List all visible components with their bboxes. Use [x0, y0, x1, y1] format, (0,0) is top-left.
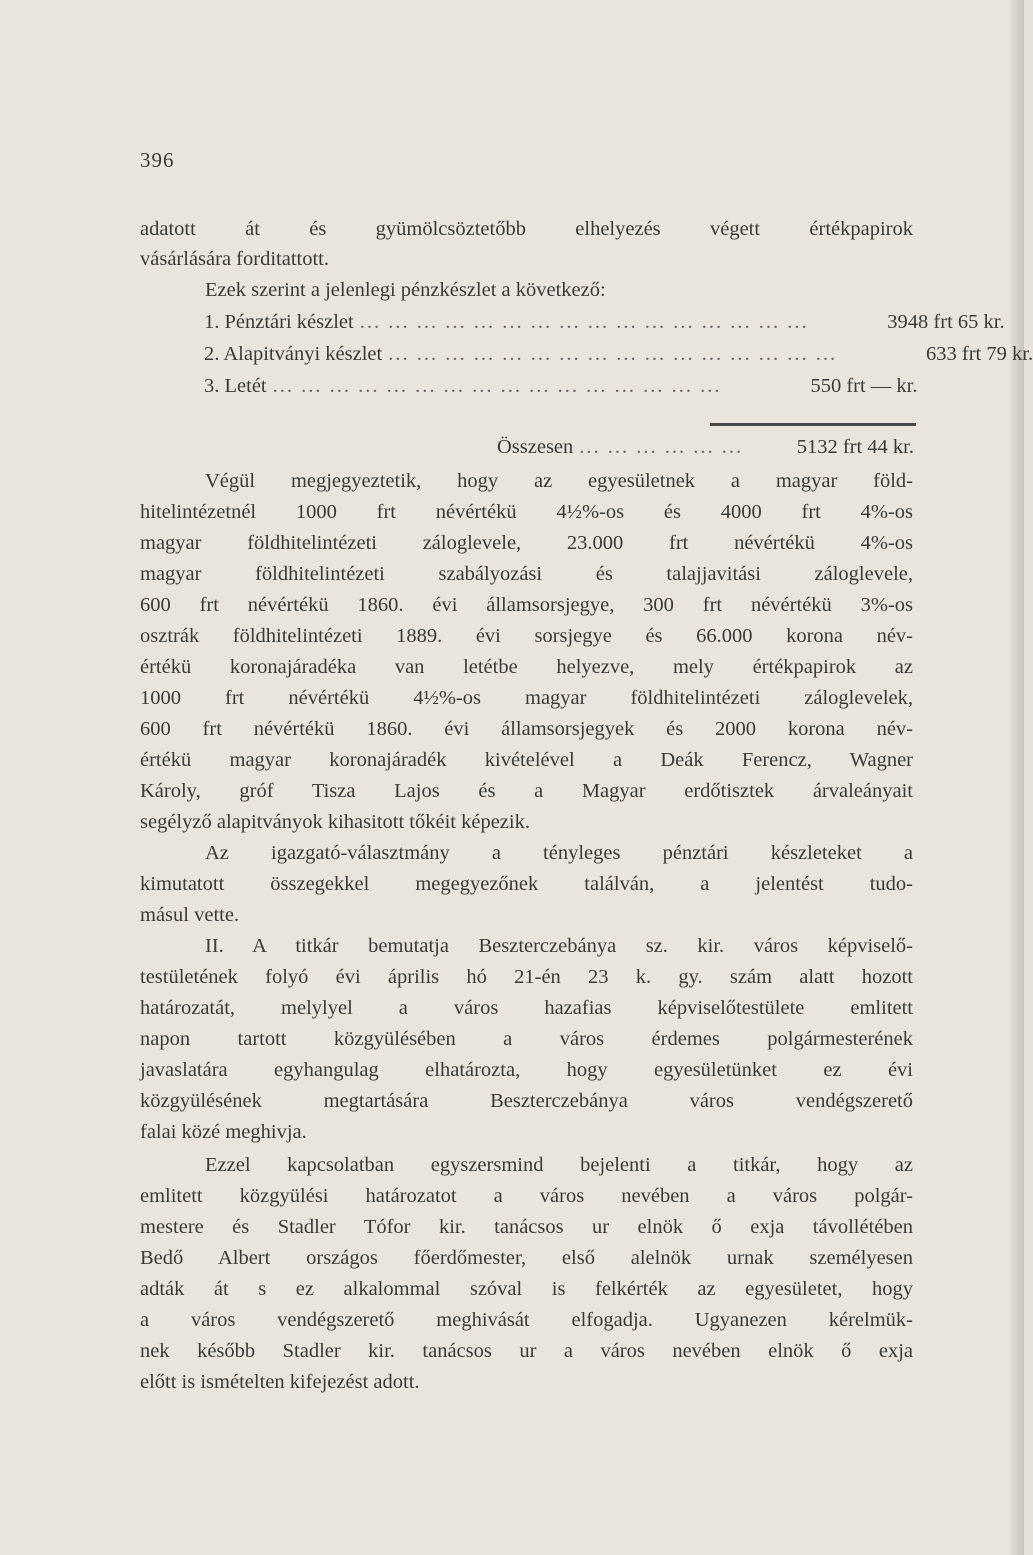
text-line: másul vette. — [140, 904, 240, 926]
text-line: testületének folyó évi április hó 21-én 23 k. gy. szám alatt hozott — [140, 966, 913, 988]
text-line: 600 frt névértékü 1860. évi államsorsjegye, 300 frt névértékü 3%-os — [140, 594, 913, 616]
text-line: segélyző alapitványok kihasitott tőkéit képezik. — [140, 811, 530, 833]
text-line: értékü magyar koronajáradék kivételével a Deák Ferencz, Wagner — [140, 749, 913, 771]
balance-item-value: 633 frt 79 kr. — [926, 343, 1033, 365]
text-line: Ezzel kapcsolatban egyszersmind bejelenti a titkár, hogy az — [205, 1154, 913, 1176]
page-number: 396 — [140, 148, 175, 172]
balance-item-label: 2. Alapitványi készlet — [204, 343, 383, 365]
text-line: határozatát, melylyel a város hazafias képviselőtestülete emlitett — [140, 997, 913, 1019]
text-line: adták át s ez alkalommal szóval is felkérték az egyesületet, hogy — [140, 1278, 913, 1300]
dot-leader: ... ... ... ... ... ... — [579, 436, 744, 458]
text-line: kimutatott összegekkel megegyezőnek találván, a jelentést tudo- — [140, 873, 913, 895]
text-line: osztrák földhitelintézeti 1889. évi sorsjegye és 66.000 korona név- — [140, 625, 913, 647]
text-line: értékü koronajáradéka van letétbe helyezve, mely értékpapirok az — [140, 656, 913, 678]
sum-rule — [710, 423, 916, 426]
text-line: nek később Stadler kir. tanácsos ur a város nevében elnök ő exja — [140, 1340, 913, 1362]
text-line: mestere és Stadler Tófor kir. tanácsos ur elnök ő exja távollétében — [140, 1216, 913, 1238]
text-line: Az igazgató-választmány a tényleges pénztári készleteket a — [205, 842, 913, 864]
text-line: Károly, gróf Tisza Lajos és a Magyar erdőtisztek árvaleányait — [140, 780, 913, 802]
balance-total — [497, 432, 914, 462]
text-line: Végül megjegyeztetik, hogy az egyesületnek a magyar föld- — [205, 470, 913, 492]
balance-total-value: 5132 frt 44 kr. — [796, 436, 914, 458]
balance-item-label: 3. Letét — [204, 375, 267, 397]
text-line: 1000 frt névértékü 4½%-os magyar földhitelintézeti záloglevelek, — [140, 687, 913, 709]
text-line: magyar földhitelintézeti záloglevele, 23.000 frt névértékü 4%-os — [140, 532, 913, 554]
text-line: 600 frt névértékü 1860. évi államsorsjegyek és 2000 korona név- — [140, 718, 913, 740]
balance-item — [204, 307, 1005, 337]
text-line: hitelintézetnél 1000 frt névértékü 4½%-os és 4000 frt 4%-os — [140, 501, 913, 523]
balance-item — [204, 339, 1033, 369]
text-line: magyar földhitelintézeti szabályozási és talajjavitási záloglevele, — [140, 563, 913, 585]
dot-leader: ... ... ... ... ... ... ... ... ... ... ... ... ... ... ... ... — [388, 343, 838, 365]
balance-total-label: Összesen — [497, 436, 574, 458]
text-line: közgyülésének megtartására Beszterczebánya város vendégszerető — [140, 1090, 913, 1112]
page-edge-shadow — [1010, 0, 1024, 1555]
text-line: Ezek szerint a jelenlegi pénzkészlet a következő: — [205, 279, 606, 301]
text-line: napon tartott közgyülésében a város érdemes polgármesterének — [140, 1028, 913, 1050]
balance-item-label: 1. Pénztári készlet — [204, 311, 354, 333]
dot-leader: ... ... ... ... ... ... ... ... ... ... ... ... ... ... ... ... — [359, 311, 809, 333]
balance-item-value: 3948 frt 65 kr. — [887, 311, 1005, 333]
balance-item-value: 550 frt — kr. — [810, 375, 918, 397]
text-line: előtt is ismételten kifejezést adott. — [140, 1371, 420, 1393]
text-line: emlitett közgyülési határozatot a város nevében a város polgár- — [140, 1185, 913, 1207]
text-line: vásárlására forditattott. — [140, 248, 329, 270]
text-line: Bedő Albert országos főerdőmester, első alelnök urnak személyesen — [140, 1247, 913, 1269]
text-line: falai közé meghivja. — [140, 1121, 307, 1143]
text-line: II. A titkár bemutatja Beszterczebánya sz. kir. város képviselő- — [205, 935, 913, 957]
text-line: javaslatára egyhangulag elhatározta, hogy egyesületünket ez évi — [140, 1059, 913, 1081]
dot-leader: ... ... ... ... ... ... ... ... ... ... ... ... ... ... ... ... — [272, 375, 722, 397]
text-line: a város vendégszerető meghivását elfogadja. Ugyanezen kérelmük- — [140, 1309, 913, 1331]
text-line: adatott át és gyümölcsöztetőbb elhelyezés végett értékpapirok — [140, 218, 913, 240]
balance-item — [204, 371, 918, 401]
